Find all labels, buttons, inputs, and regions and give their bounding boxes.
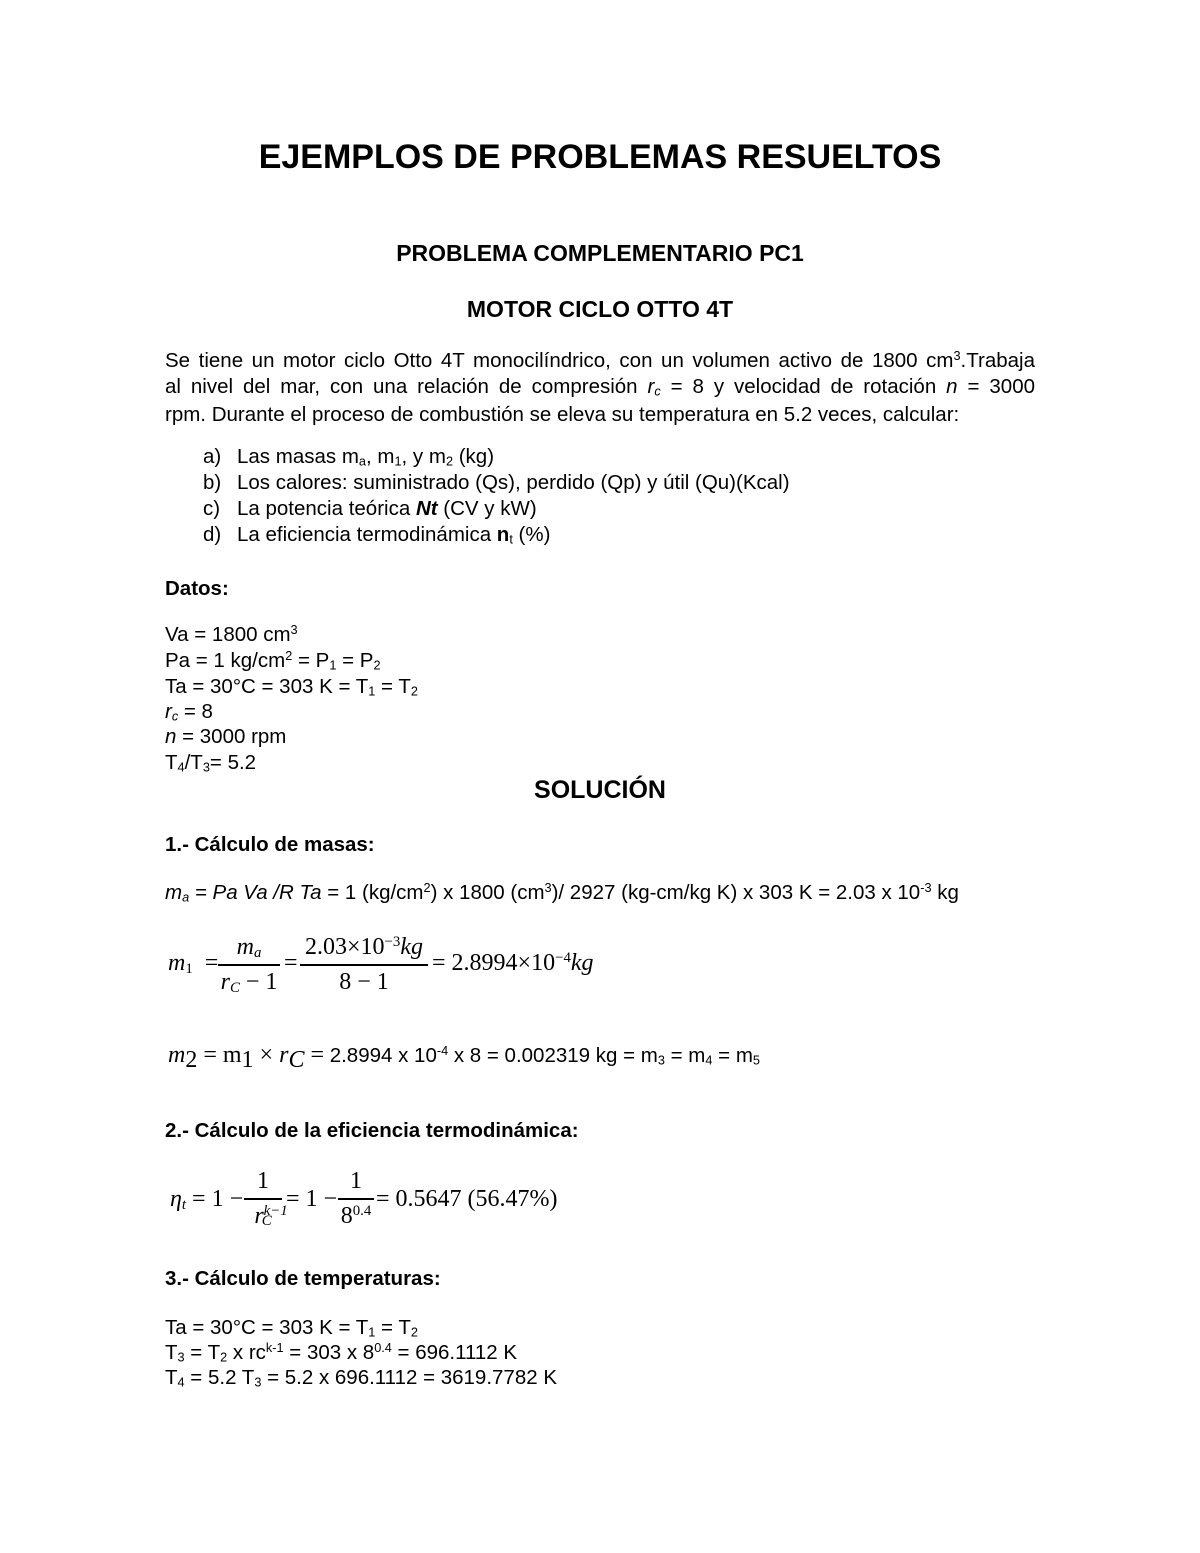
question-letter: b): [203, 471, 222, 494]
fraction-denominator: 8 − 1: [339, 968, 389, 995]
fraction-denominator: [338, 1203, 374, 1230]
variable-nt: Nt: [415, 497, 438, 520]
superscript: 0.4: [352, 1202, 372, 1219]
eta-result: = 0.5647 (56.47%): [376, 1186, 558, 1212]
superscript: −4: [555, 949, 571, 966]
formula-text: ×: [253, 1042, 280, 1068]
dato-text: = P: [336, 649, 374, 672]
unit-kg: kg: [400, 934, 424, 960]
solucion-heading: SOLUCIÓN: [534, 776, 666, 804]
section-1-heading: 1.- Cálculo de masas:: [165, 833, 375, 856]
statement-line-1: [165, 348, 1035, 374]
formula-text: = 1 (kg/cm: [321, 881, 424, 904]
question-text: (kg): [453, 445, 495, 468]
formula-text: = 5.2 x 696.1112 = 3619.7782 K: [261, 1366, 558, 1389]
eta-fraction-2: [338, 1168, 374, 1230]
formula-text: = 5.2 T: [184, 1366, 255, 1389]
formula-text: 2.8994 x 10: [324, 1044, 437, 1067]
subscript: 4: [177, 759, 185, 775]
m1-fraction-2: [300, 934, 428, 996]
question-c: [203, 496, 537, 522]
superscript: k−1: [263, 1202, 288, 1219]
formula-text: = Pa Va /R Ta: [189, 881, 322, 904]
variable-r: r: [279, 1042, 289, 1068]
formula-text: = m: [197, 1042, 242, 1068]
fraction-bar: [338, 1198, 374, 1200]
subscript: t: [181, 1196, 187, 1213]
statement-line-2: [165, 374, 1035, 400]
formula-text: = m: [712, 1044, 753, 1067]
dato-text: = P: [292, 649, 330, 672]
superscript: k-1: [265, 1340, 284, 1356]
question-b: [203, 470, 790, 496]
dato-t-ratio: [165, 750, 256, 776]
fraction-numerator: [300, 934, 428, 961]
dato-rc: [165, 699, 213, 725]
page-title: EJEMPLOS DE PROBLEMAS RESUELTOS: [258, 138, 942, 176]
subscript: 4: [177, 1374, 185, 1390]
datos-heading: Datos:: [165, 577, 229, 600]
subscript: C: [229, 979, 240, 996]
statement-text: .Trabaja: [960, 349, 1035, 372]
formula-text: = 2.8994×10: [432, 950, 556, 976]
superscript: 3: [953, 348, 961, 364]
fraction-numerator: 1: [350, 1168, 362, 1194]
subscript: 1: [329, 657, 337, 673]
subscript: 2: [445, 453, 454, 469]
formula-text: = T: [184, 1341, 221, 1364]
variable-r: r: [254, 1202, 264, 1229]
question-text: La eficiencia termodinámica: [237, 523, 497, 546]
subscript: a: [253, 944, 262, 961]
dato-n: [165, 724, 286, 750]
dato-pa: [165, 648, 381, 674]
subscript: c: [171, 708, 179, 724]
formula-text: = 1 −: [286, 1186, 338, 1212]
fraction-bar: [244, 1198, 282, 1200]
subscript: 1: [368, 683, 376, 699]
temp-line-2: [165, 1340, 517, 1366]
variable-eta: η: [170, 1186, 182, 1212]
subscript: a: [182, 889, 190, 905]
subscript: 3: [202, 759, 210, 775]
subscript: 3: [177, 1349, 185, 1365]
variable-m: m: [168, 1042, 186, 1068]
question-letter: c): [203, 497, 221, 520]
variable-rc: r: [165, 700, 172, 723]
fraction-bar: [300, 964, 428, 966]
statement-text: = 3000: [957, 375, 1035, 398]
question-letter: d): [203, 523, 222, 546]
subscript: 4: [705, 1052, 713, 1068]
formula-text: T: [165, 1341, 178, 1364]
superscript: 0.4: [374, 1340, 392, 1356]
subscript: 1: [368, 1324, 376, 1340]
formula-text: )/ 2927 (kg-cm/kg K) x 303 K = 2.03 x 10: [551, 881, 921, 904]
subscript: 3: [657, 1052, 665, 1068]
subscript: t: [509, 531, 513, 547]
question-text: (CV y kW): [437, 497, 537, 520]
fraction-denominator: [244, 1202, 288, 1230]
m1-fraction-1: [218, 934, 280, 996]
variable-n: n: [496, 523, 510, 546]
formula-text: kg: [931, 881, 959, 904]
superscript: −3: [384, 933, 401, 950]
subscript: 5: [752, 1052, 760, 1068]
variable-m: m: [168, 950, 186, 976]
equals-sign: =: [284, 950, 298, 976]
superscript: 3: [544, 880, 552, 896]
question-text: , y m: [401, 445, 446, 468]
variable-m: m: [165, 881, 183, 904]
fraction-bar: [218, 964, 280, 966]
section-3-heading: 3.- Cálculo de temperaturas:: [165, 1267, 441, 1290]
formula-text: = 1 −: [186, 1186, 244, 1212]
subscript: 1: [394, 453, 402, 469]
statement-line-3: rpm. Durante el proceso de combustión se eleva su temperatura en 5.2 veces, calcular:: [165, 403, 960, 426]
superscript: 2: [423, 880, 431, 896]
dato-text: = T: [375, 675, 411, 698]
unit-kg: kg: [570, 950, 594, 976]
equals-sign: =: [204, 950, 219, 976]
formula-text: x 8 = 0.002319 kg = m: [448, 1044, 658, 1067]
dato-text: = 8: [178, 700, 213, 723]
subscript: 2: [220, 1349, 228, 1365]
dato-text: = 5.2: [209, 751, 257, 774]
temp-line-3: [165, 1365, 557, 1391]
formula-text: = 696.1112 K: [391, 1341, 518, 1364]
subscript: C: [261, 1213, 272, 1230]
question-text: Los calores: suministrado (Qs), perdido (Qp) y útil (Qu)(Kcal): [237, 471, 790, 494]
subscript: 2: [410, 683, 418, 699]
subscript: c: [654, 383, 661, 399]
formula-text: = m: [664, 1044, 706, 1067]
subscript: 2: [185, 1046, 198, 1073]
formula-text: = T: [375, 1316, 411, 1339]
m1-result: [432, 950, 594, 977]
question-letter: a): [203, 445, 222, 468]
question-a: [203, 444, 494, 470]
subscript: a: [358, 453, 366, 469]
variable-n: n: [946, 375, 958, 398]
formula-text: 2.03×10: [304, 934, 385, 960]
question-text: La potencia teórica: [237, 497, 416, 520]
dato-text: Ta = 30°C = 303 K = T: [165, 675, 369, 698]
variable-rc: r: [647, 375, 655, 398]
dato-text: Pa = 1 kg/cm: [165, 649, 286, 672]
subscript: 2: [410, 1324, 418, 1340]
formula-text: 8: [340, 1202, 353, 1229]
ma-equation: [165, 880, 959, 906]
m1-lhs: [168, 950, 218, 977]
variable-n: n: [165, 725, 177, 748]
formula-text: = 303 x 8: [283, 1341, 375, 1364]
fraction-numerator: 1: [257, 1168, 269, 1194]
question-d: [203, 522, 550, 548]
eta-lhs: [170, 1186, 243, 1213]
statement-text: = 8 y velocidad de rotación: [660, 375, 947, 398]
subscript: 2: [373, 657, 381, 673]
m2-equation: [168, 1040, 760, 1071]
variable-r: r: [220, 968, 230, 995]
problem-title: PROBLEMA COMPLEMENTARIO PC1: [396, 240, 804, 266]
formula-text: T: [165, 1366, 178, 1389]
dato-va: [165, 622, 298, 648]
question-text: (%): [512, 523, 551, 546]
superscript: 3: [290, 622, 298, 638]
formula-text: ) x 1800 (cm: [430, 881, 545, 904]
engine-title: MOTOR CICLO OTTO 4T: [466, 296, 734, 322]
subscript: 1: [185, 960, 193, 977]
subscript: 3: [254, 1374, 262, 1390]
dato-ta: [165, 674, 418, 700]
statement-text: al nivel del mar, con una relación de compresión: [165, 375, 648, 398]
eta-fraction-1: [244, 1168, 288, 1230]
dato-text: /T: [184, 751, 203, 774]
formula-text: − 1: [239, 968, 278, 995]
variable-m: m: [236, 934, 254, 960]
dato-text: Va = 1800 cm: [165, 623, 291, 646]
fraction-numerator: [218, 934, 280, 961]
temp-line-1: [165, 1315, 418, 1341]
formula-text: Ta = 30°C = 303 K = T: [165, 1316, 369, 1339]
question-text: Las masas m: [237, 445, 359, 468]
equals-sign: =: [304, 1042, 324, 1068]
statement-text: Se tiene un motor ciclo Otto 4T monocilíndrico, con un volumen activo de 1800 cm: [165, 349, 954, 372]
section-2-heading: 2.- Cálculo de la eficiencia termodinámica:: [165, 1119, 579, 1142]
subscript: 1: [241, 1046, 254, 1073]
superscript: -4: [436, 1043, 449, 1059]
dato-text: T: [165, 751, 178, 774]
dato-text: = 3000 rpm: [176, 725, 287, 748]
superscript: -3: [920, 880, 932, 896]
subscript: C: [288, 1046, 305, 1073]
fraction-denominator: [218, 969, 280, 996]
formula-text: x rc: [227, 1341, 266, 1364]
question-text: , m: [365, 445, 395, 468]
superscript: 2: [285, 648, 293, 664]
